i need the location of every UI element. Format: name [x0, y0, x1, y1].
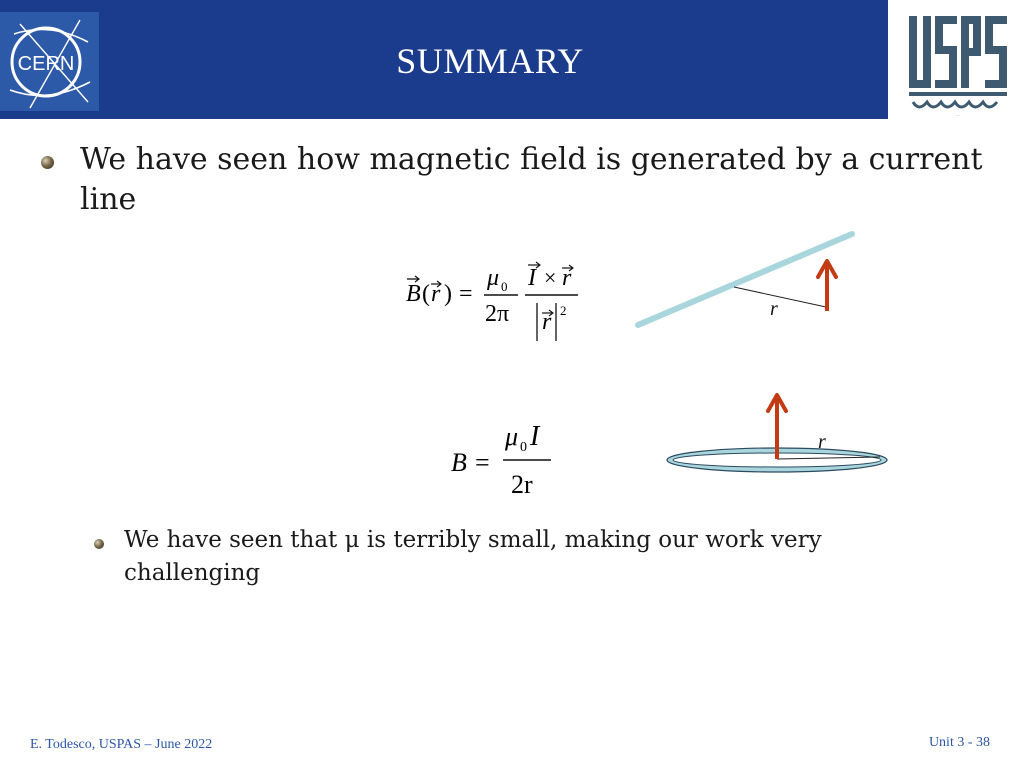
svg-text:=: =	[475, 448, 490, 477]
svg-text:=: =	[459, 281, 473, 307]
bullet-text-current-line: We have seen how magnetic field is generated by a current line	[80, 142, 983, 217]
svg-text:2r: 2r	[511, 470, 533, 499]
bullet-icon	[41, 156, 54, 169]
svg-text:): )	[444, 281, 452, 307]
formula-line-current	[400, 255, 600, 365]
svg-text:r: r	[431, 281, 441, 307]
svg-text:×: ×	[544, 265, 557, 290]
slide-title: SUMMARY	[396, 41, 584, 81]
uspas-logo	[905, 10, 1011, 118]
svg-text:r: r	[542, 309, 552, 335]
line-current-diagram	[630, 225, 860, 335]
loop-current-diagram	[660, 385, 895, 485]
svg-text:0: 0	[520, 440, 527, 455]
footer-author: E. Todesco, USPAS – June 2022	[30, 737, 213, 752]
svg-text:0: 0	[501, 279, 508, 294]
svg-text:2π: 2π	[485, 301, 510, 327]
svg-text:r: r	[562, 265, 572, 291]
svg-text:I: I	[530, 421, 540, 452]
formula-loop-current	[445, 415, 565, 510]
svg-text:μ: μ	[505, 422, 519, 451]
svg-text:(: (	[422, 281, 430, 307]
svg-text:2: 2	[560, 303, 567, 318]
svg-text:CERN: CERN	[17, 53, 75, 75]
svg-text:USPAS: USPAS	[956, 116, 960, 117]
footer-page-number: Unit 3 - 38	[928, 735, 990, 750]
svg-text:r: r	[770, 298, 778, 320]
sub-bullet-icon	[94, 539, 104, 549]
bullet-text-mu-small: We have seen that μ is terribly small, making our work very challenging	[124, 527, 822, 586]
svg-text:μ: μ	[487, 265, 500, 291]
svg-text:I: I	[528, 265, 536, 291]
svg-text:r: r	[818, 431, 826, 453]
svg-text:B: B	[406, 281, 421, 307]
svg-text:B: B	[451, 448, 467, 477]
